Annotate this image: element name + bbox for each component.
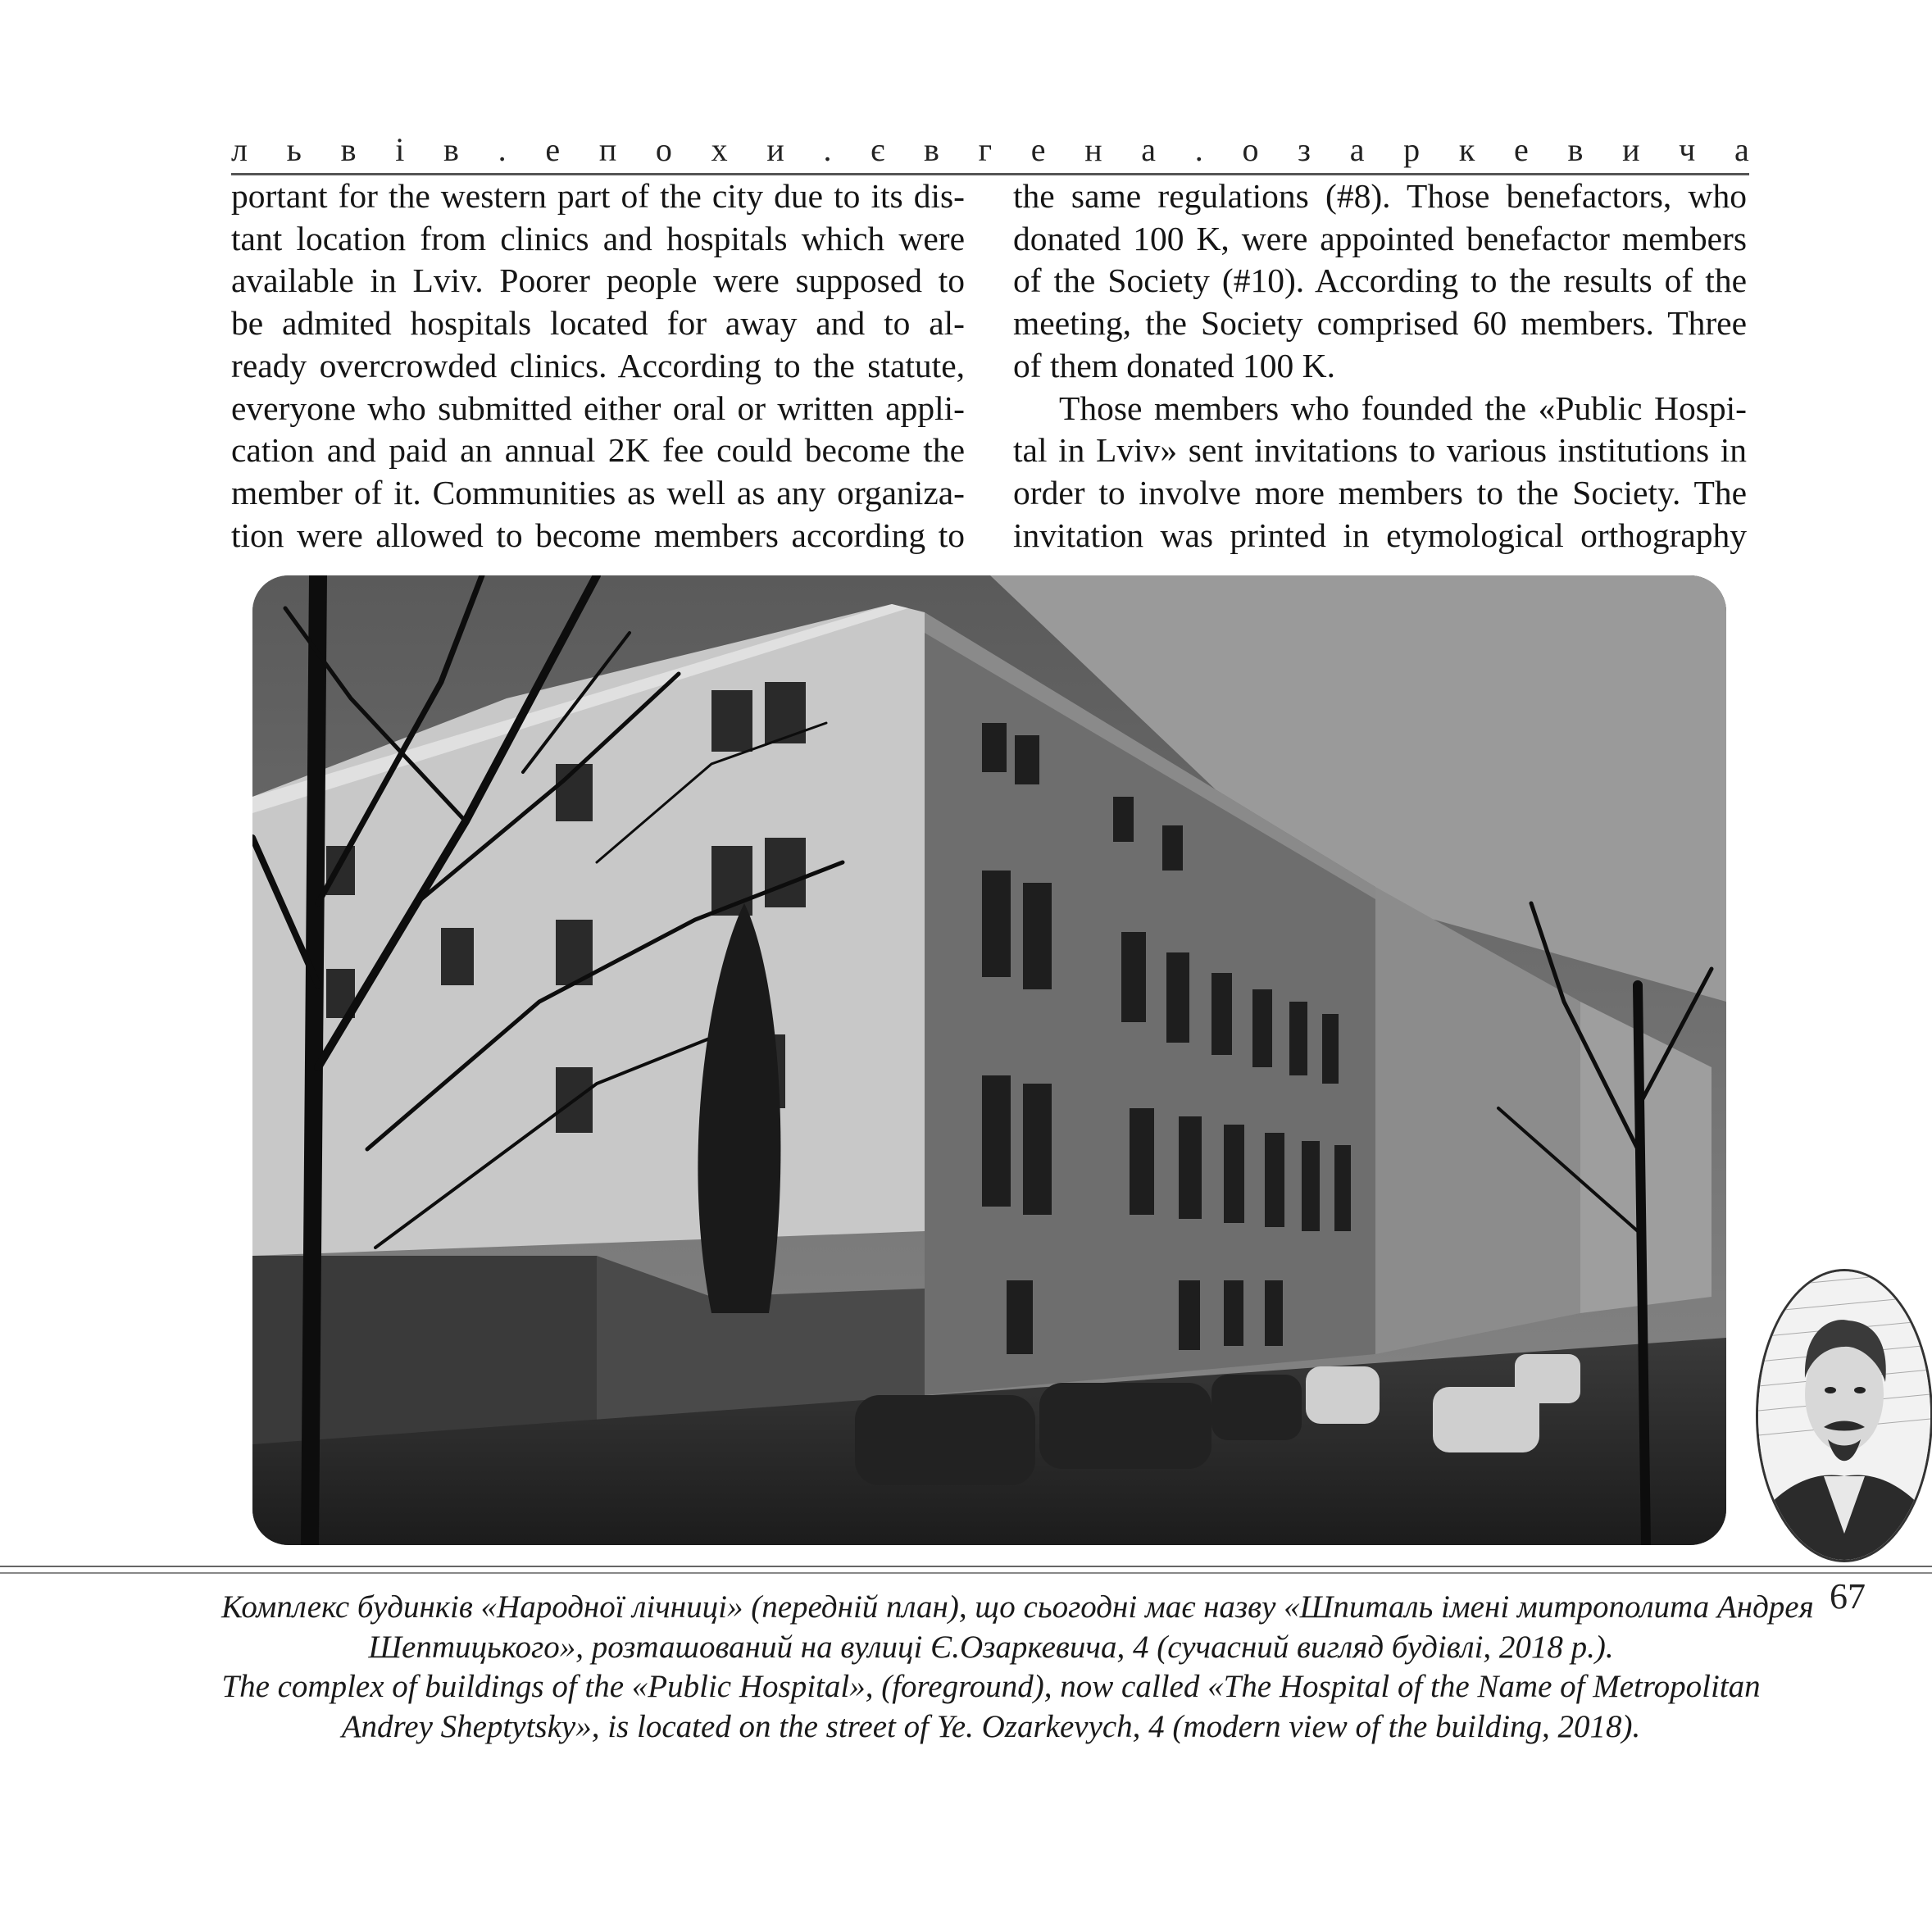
caption-rule-top — [0, 1566, 1932, 1567]
caption-english-line: The complex of buildings of the «Public Hospital», (foreground), now called «The Hospital of the Name of Metropolitan — [221, 1669, 1761, 1704]
running-head-letter: в — [1567, 130, 1584, 168]
text-line: ready overcrowded clinics. According to the statute, — [231, 346, 965, 384]
text-line: tal in Lviv» sent invitations to various institutions in — [1013, 431, 1747, 470]
running-head-letter: п — [598, 130, 617, 168]
running-head-letter: е — [1514, 130, 1529, 168]
running-head-letter: в — [443, 130, 459, 168]
text-line: be admited hospitals located for away and to al- — [231, 304, 965, 343]
text-line: donated 100 K, were appointed benefactor members — [1013, 219, 1747, 257]
text-line: the same regulations (#8). Those benefactors, who — [1013, 177, 1747, 215]
text-line: everyone who submitted either oral or written appli- — [231, 389, 965, 427]
caption-ukrainian-line: Шептицького», розташований на вулиці Є.Озаркевича, 4 (сучасний вигляд будівлі, 2018 р.). — [368, 1629, 1614, 1665]
running-head-letter: . — [498, 130, 507, 168]
text-line: cation and paid an annual 2K fee could become the — [231, 431, 965, 470]
caption-ukrainian-line: Комплекс будинків «Народної лічниці» (передній план), що сьогодні має назву «Шпиталь імені митрополита Андрея — [221, 1589, 1814, 1625]
running-head-letter: е — [1030, 130, 1046, 168]
text-line: portant for the western part of the city due to its dis- — [231, 177, 965, 215]
running-head-letter: з — [1298, 130, 1311, 168]
running-head-letter: р — [1403, 130, 1421, 168]
running-head-letter: г — [978, 130, 993, 168]
text-line-paragraph-end: of them donated 100 K. — [1013, 346, 1336, 384]
running-head-letter: і — [395, 130, 405, 168]
running-head-letter: . — [823, 130, 832, 168]
running-head-letter: и — [1622, 130, 1640, 168]
text-column-left — [231, 175, 965, 557]
hospital-building-photo — [252, 575, 1726, 1545]
running-head-letter: ч — [1679, 130, 1696, 168]
running-head-letter: л — [231, 130, 248, 168]
text-line: available in Lviv. Poorer people were supposed to — [231, 261, 965, 300]
page-number: 67 — [1830, 1576, 1866, 1616]
running-head-letter: о — [655, 130, 672, 168]
running-head-letter: е — [545, 130, 561, 168]
text-line: order to involve more members to the Society. The — [1013, 473, 1747, 511]
text-line: of the Society (#10). According to the results of the — [1013, 261, 1747, 300]
caption-english-line: Andrey Sheptytsky», is located on the street of Ye. Ozarkevych, 4 (modern view of the building, 2018). — [341, 1708, 1641, 1744]
text-line: tion were allowed to become members according to — [231, 516, 965, 554]
running-head-letter: а — [1734, 130, 1749, 168]
running-head-letter: а — [1349, 130, 1365, 168]
running-head-letter: и — [766, 130, 784, 168]
running-head-letter: в — [340, 130, 357, 168]
text-line: meeting, the Society comprised 60 members. Three — [1013, 304, 1747, 343]
running-head-letter: а — [1141, 130, 1157, 168]
text-column-right — [1013, 175, 1747, 557]
running-head-letter: х — [711, 130, 728, 168]
text-line: tant location from clinics and hospitals which were — [231, 219, 965, 257]
text-line: member of it. Communities as well as any organiza- — [231, 473, 965, 511]
running-head-letter: є — [871, 130, 885, 168]
portrait-engraving — [1756, 1269, 1932, 1562]
running-head-letter: к — [1458, 130, 1475, 168]
photo-caption — [221, 1588, 1814, 1747]
running-head-letter: . — [1194, 130, 1203, 168]
text-line: invitation was printed in etymological orthography — [1013, 516, 1747, 554]
running-head-letter: о — [1242, 130, 1259, 168]
running-head-letter: ь — [286, 130, 302, 168]
running-head-letter: н — [1084, 130, 1102, 168]
running-head — [231, 130, 1749, 169]
caption-rule-bottom — [0, 1572, 1932, 1574]
text-line-paragraph-start: Those members who founded the «Public Hospi- — [1059, 389, 1747, 427]
running-head-letter: в — [924, 130, 939, 168]
